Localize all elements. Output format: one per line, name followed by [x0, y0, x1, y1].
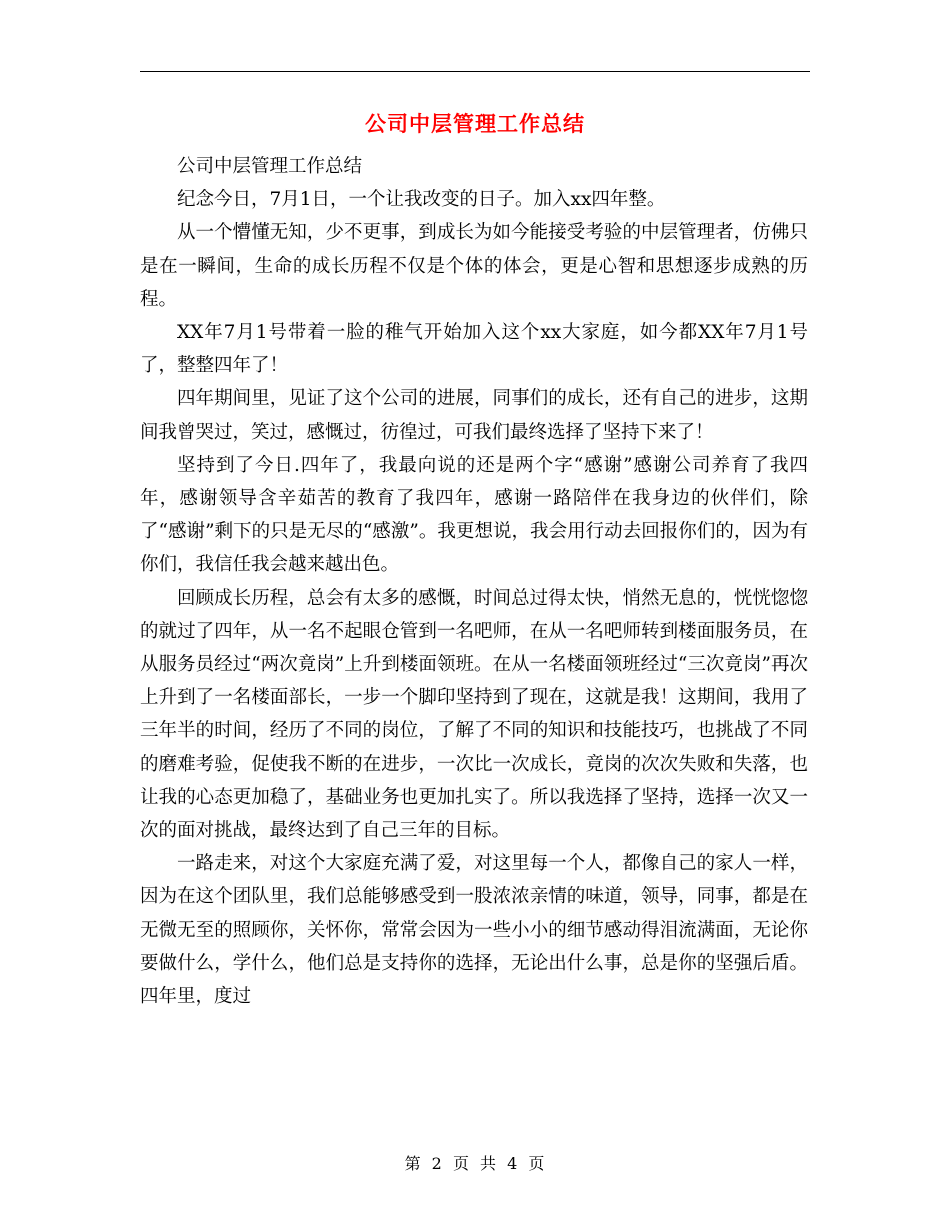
paragraph: 四年期间里，见证了这个公司的进展，同事们的成长，还有自己的进步，这期间我曾哭过，笑过，感慨过，彷徨过，可我们最终选择了坚持下来了！	[140, 388, 808, 443]
header-rule	[140, 71, 810, 72]
paragraph: 一路走来，对这个大家庭充满了爱，对这里每一个人，都像自己的家人一样，因为在这个团队里，我们总能够感受到一股浓浓亲情的味道，领导，同事，都是在无微无至的照顾你，关怀你，常常会因为一些小小的细节感动得泪流满面，无论你要做什么，学什么，他们总是支持你的选择，无论出什么事，总是你的坚强后盾。四年里，度过	[140, 853, 808, 1008]
paragraph: XX年7月1号带着一脸的稚气开始加入这个xx大家庭，如今都XX年7月1号了，整整四年了！	[140, 322, 808, 377]
paragraph: 回顾成长历程，总会有太多的感慨，时间总过得太快，悄然无息的，恍恍惚惚的就过了四年，从一名不起眼仓管到一名吧师，在从一名吧师转到楼面服务员，在从服务员经过“两次竟岗”上升到楼面领班。在从一名楼面领班经过“三次竟岗”再次上升到了一名楼面部长，一步一个脚印坚持到了现在，这就是我！这期间，我用了三年半的时间，经历了不同的岗位，了解了不同的知识和技能技巧，也挑战了不同的磨难考验，促使我不断的在进步，一次比一次成长，竟岗的次次失败和失落，也让我的心态更加稳了，基础业务也更加扎实了。所以我选择了坚持，选择一次又一次的面对挑战，最终达到了自己三年的目标。	[140, 587, 808, 842]
paragraph: 从一个懵懂无知，少不更事，到成长为如今能接受考验的中层管理者，仿佛只是在一瞬间，生命的成长历程不仅是个体的体会，更是心智和思想逐步成熟的历程。	[140, 222, 808, 310]
document-body	[140, 150, 808, 1013]
paragraph-subtitle: 公司中层管理工作总结	[177, 156, 363, 177]
paragraph: 纪念今日，7月1日，一个让我改变的日子。加入xx四年整。	[177, 189, 666, 211]
paragraph: 坚持到了今日.四年了，我最向说的还是两个字“感谢”感谢公司养育了我四年，感谢领导含辛茹苦的教育了我四年，感谢一路陪伴在我身边的伙伴们，除了“感谢”剩下的只是无尽的“感激”。我更想说，我会用行动去回报你们的，因为有你们，我信任我会越来越出色。	[140, 454, 808, 576]
document-title: 公司中层管理工作总结	[365, 111, 585, 136]
page-footer: 第 2 页 共 4 页	[404, 1154, 546, 1173]
